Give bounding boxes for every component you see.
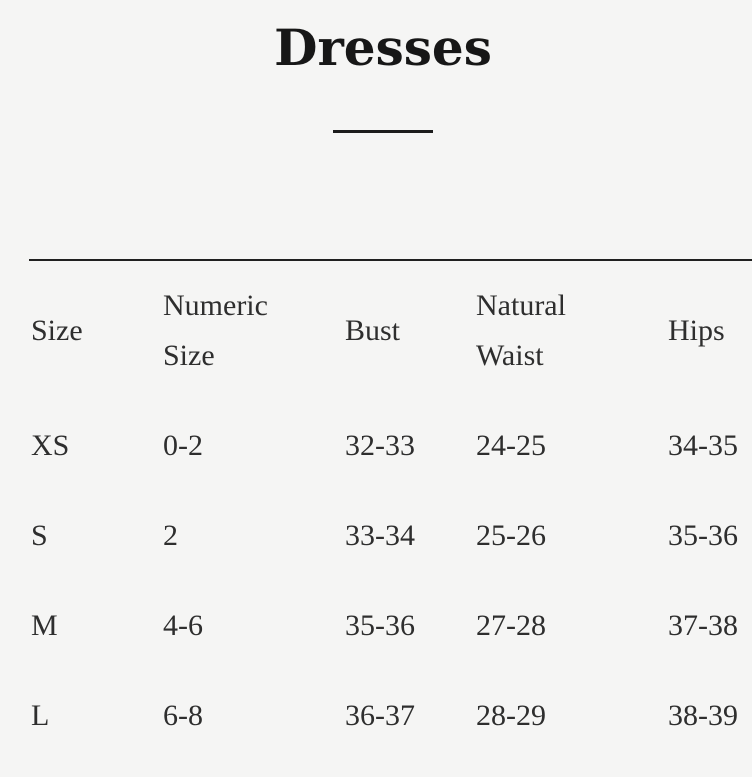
page-root [0,18,752,761]
cell-natural-waist: 24-25 [476,429,546,462]
size-chart-table [29,261,752,761]
column-header-label: Natural Waist [476,289,566,372]
column-header-numeric-size [161,261,343,401]
cell-size: L [31,699,50,732]
cell-hips: 35-36 [668,519,738,552]
cell-bust: 36-37 [345,699,415,732]
cell-natural-waist: 28-29 [476,699,546,732]
size-chart-section [29,259,752,761]
column-header-natural-waist [474,261,666,401]
table-row [29,671,752,761]
cell-size: S [31,519,48,552]
column-header-label: Size [31,314,83,347]
table-row [29,491,752,581]
table-header-row [29,261,752,401]
cell-numeric-size: 2 [163,519,178,552]
column-header-bust [343,261,474,401]
column-header-label: Bust [345,314,401,347]
cell-size: XS [31,429,70,462]
table-row [29,581,752,671]
page-title: Dresses [274,18,492,77]
cell-bust: 32-33 [345,429,415,462]
title-divider [333,130,433,133]
column-header-label: Numeric Size [163,289,268,372]
table-row [29,401,752,491]
cell-hips: 38-39 [668,699,738,732]
cell-numeric-size: 6-8 [163,699,203,732]
column-header-label: Hips [668,314,725,347]
cell-numeric-size: 0-2 [163,429,203,462]
cell-hips: 34-35 [668,429,738,462]
cell-size: M [31,609,58,642]
column-header-hips [666,261,752,401]
cell-numeric-size: 4-6 [163,609,203,642]
cell-natural-waist: 27-28 [476,609,546,642]
cell-natural-waist: 25-26 [476,519,546,552]
cell-bust: 33-34 [345,519,415,552]
cell-bust: 35-36 [345,609,415,642]
column-header-size [29,261,161,401]
cell-hips: 37-38 [668,609,738,642]
